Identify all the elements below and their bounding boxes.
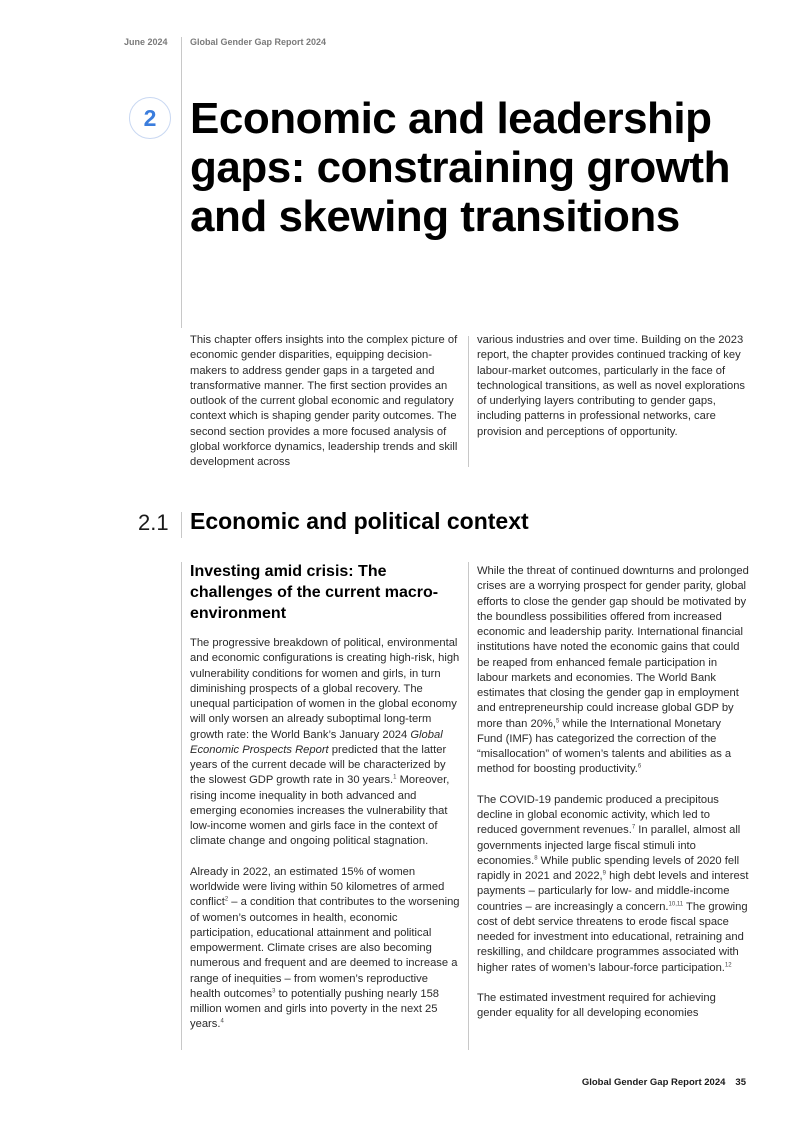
section-rule xyxy=(181,512,182,538)
intro-column-rule xyxy=(468,336,469,467)
header-date: June 2024 xyxy=(124,37,168,47)
right-paragraph-3: The estimated investment required for achieving gender equality for all developing economies xyxy=(477,992,716,1020)
footnote-ref: 1 xyxy=(393,774,397,781)
header-report-title: Global Gender Gap Report 2024 xyxy=(190,37,327,47)
page-footer xyxy=(582,1077,746,1088)
footnote-ref: 5 xyxy=(555,717,560,724)
footnote-ref: 7 xyxy=(631,824,636,831)
intro-left-paragraph: This chapter offers insights into the complex picture of economic gender disparities, equipping decision-makers to address gender gaps in a targeted and transformative manner. The first section provides an outlook of the current global economic and regulatory context which is shaping gender parity outcomes. The second section provides a more focused analysis of global workforce dynamics, leadership trends and skill development across xyxy=(190,334,458,468)
footnote-ref: 4 xyxy=(220,1018,224,1025)
footnote-ref: 6 xyxy=(637,763,642,770)
body-right-column xyxy=(477,564,749,1022)
chapter-title: Economic and leadership gaps: constraining growth and skewing transitions xyxy=(190,94,730,241)
left-paragraph-2: Already in 2022, an estimated 15% of women worldwide were living within 50 kilometres of armed conflict$^2$ – a condition that contributes to the worsening of women’s outcomes in health, economic participation, educational attainment and political empowerment. Climate crises are also becoming numerous and frequent and are deemed to increase a range of inequities – from women’s reproductive health outcomes$^3$ to potentially pushing nearly 158 million women and girls into poverty in the next 25 years.$^4$ xyxy=(190,865,460,1031)
section-title: Economic and political context xyxy=(190,508,529,534)
left-paragraph-1: The progressive breakdown of political, environmental and economic configurations is creating high-risk, high vulnerability conditions for women and girls, in turn diminishing prospects of a global recovery. The unequal participation of women in the global economy will only worsen an already suboptimal long-term growth rate: the World Bank’s January 2024 Global Economic Prospects Report predicted that the latter years of the current decade will be characterized by the slowest GDP growth rate in 30 years.$^1$ Moreover, rising income inequality in both advanced and emerging economies increases the vulnerability that low-income women and girls face in the context of climate change and ongoing political stagnation. xyxy=(190,637,460,848)
footnote-ref: 10,11 xyxy=(668,900,684,907)
left-column-rule xyxy=(181,562,182,1050)
footnote-ref: 2 xyxy=(224,896,229,903)
footnote-ref: 12 xyxy=(724,961,732,968)
page-number: 35 xyxy=(735,1077,746,1088)
body-left-column xyxy=(190,561,460,1033)
section-number: 2.1 xyxy=(138,510,169,535)
intro-right-paragraph: various industries and over time. Building on the 2023 report, the chapter provides continued tracking of key labour-market outcomes, particularly in the face of technological transitions, as well as novel explorations of underlying layers contributing to gender gaps, including patterns in professional networks, care provision and perceptions of opportunity. xyxy=(477,334,746,438)
right-column-rule xyxy=(468,562,469,1050)
footnote-ref: 9 xyxy=(602,870,606,877)
margin-rule-top xyxy=(181,37,182,328)
right-paragraph-1: While the threat of continued downturns and prolonged crises are a worrying prospect for gender parity, global efforts to close the gender gap should be motivated by the boundless possibilities offered from increased economic and leadership parity. International financial institutions have noted the economic gains that could be reaped from enhanced female participation in labour markets and economies. The World Bank estimates that closing the gender gap in employment and entrepreneurship could increase global GDP by more than 20%,$^5$ while the International Monetary Fund (IMF) has categorized the correction of the “misallocation” of women’s talents and abilities as a method for boosting productivity.$^6$ xyxy=(477,565,749,776)
footnote-ref: 3 xyxy=(272,988,276,995)
right-paragraph-2: The COVID-19 pandemic produced a precipitous decline in global economic activity, which led to reduced government revenues.$^7$ In parallel, almost all governments injected large fiscal stimuli into economies.$^8$ While public spending levels of 2020 fell rapidly in 2021 and 2022,$^9$ high debt levels and interest payments – particularly for low- and middle-income countries – are increasingly a concern.$^{10,11}$ The growing cost of debt service threatens to erode fiscal space needed for investment into educational, retraining and reskilling, and childcare programmes associated with higher rates of women’s labour-force participation.$^{12}$ xyxy=(477,793,749,974)
footer-report-title: Global Gender Gap Report 2024 xyxy=(581,1077,726,1088)
footnote-ref: 8 xyxy=(534,855,538,862)
subheading: Investing amid crisis: The challenges of the current macro-environment xyxy=(190,563,439,622)
chapter-number-badge: 2 xyxy=(129,97,171,139)
